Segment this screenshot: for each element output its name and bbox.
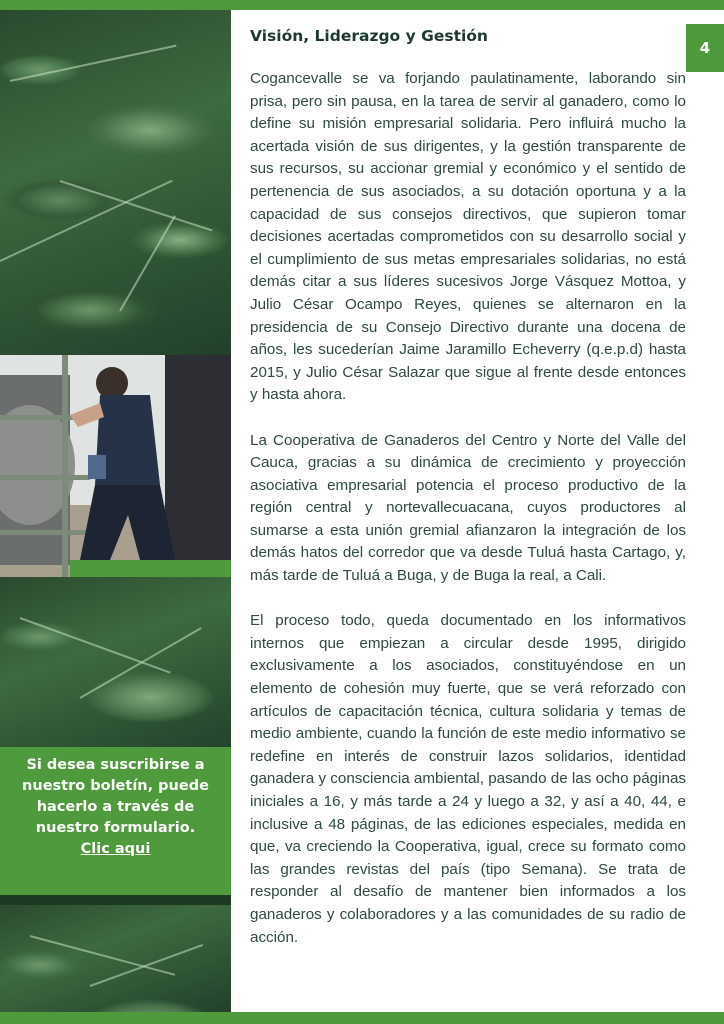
leaf-vein (20, 617, 171, 674)
leaf-vein (0, 180, 173, 262)
leaves-image-middle (0, 577, 231, 757)
leaves-image-top (0, 10, 231, 355)
article-title: Visión, Liderazgo y Gestión (250, 27, 488, 45)
bottom-accent-bar (0, 1012, 724, 1024)
leaf-vein (60, 180, 213, 231)
top-accent-bar (0, 0, 724, 10)
article-paragraph: El proceso todo, queda documentado en los informativos internos que empiezan a circular desde 1995, dirigido exclusivamente a los asociados, constituyéndose en un elemento de cohesión muy fuerte, que se verá reforzado con artículos de capacitación técnica, cultura solidaria y temas de medio ambiente, cuando la función de este medio informativo se redefine en interés de construir lazos solidarios, identidad ganadera y consciencia ambiental, pasando de las ocho páginas iniciales a 16, y más tarde a 24 y luego a 32, y así a 40, 44, e inclusive a 48 páginas, de las ediciones especiales, medida en que, va creciendo la Cooperativa, igual, crece su formato como las grandes revistas del país (tipo Semana). Se trata de responder al desafío de mantener bien informados a los ganaderos y colaboradores y a las comunidades de su radio de acción. (250, 612, 686, 946)
article-paragraph: Cogancevalle se va forjando paulatinamente, laborando sin prisa, pero sin pausa, en la tarea de servir al ganadero, como lo define su misión empresarial solidaria. Pero influirá mucho la acertada visión de sus dirigentes, y la gestión transparente de sus recursos, su accionar gremial y económico y el sentido de pertenencia de sus asociados, a su dotación oportuna y a la capacidad de sus consejos directivos, que supieron tomar decisiones acertadas comprometidos con su desarrollo social y el cumplimiento de sus metas empresariales solidarias, no está demás citar a sus líderes sucesivos Jorge Vásquez Mottoa, y Julio César Ocampo Reyes, quienes se alternaron en la presidencia de su Consejo Directivo durante una docena de años, les sucederían Jaime Jaramillo Echeverry (q.e.p.d) hasta 2015, y Julio César Salazar que sigue al frente desde entonces y hasta ahora. (250, 70, 686, 404)
subscribe-text: Si desea suscribirse a nuestro boletín, puede hacerlo a través de nuestro formulario. (22, 757, 209, 836)
page-number-badge: 4 (686, 24, 724, 72)
sidebar-image-column (0, 10, 231, 1012)
leaf-vein (80, 627, 202, 699)
article-paragraph: La Cooperativa de Ganaderos del Centro y Norte del Valle del Cauca, gracias a su dinámica de crecimiento y proyección asociativa empresarial potencia el proceso productivo de la región central y nortevallecuacana, cuyos productores al sumarse a esta unión gremial afianzaron la integración de los demás hatos del corredor que va desde Tuluá hasta Cartago, y, más tarde de Tuluá a Buga, y de Buga la real, a Cali. (250, 431, 686, 585)
subscribe-link[interactable]: Clic aqui (80, 841, 151, 857)
veterinarian-photo-illustration (0, 355, 231, 577)
leaves-image-bottom (0, 905, 231, 1012)
leaf-vein (30, 935, 175, 976)
leaf-vein (119, 215, 176, 311)
article-content (250, 26, 686, 972)
newsletter-subscribe-box (0, 747, 231, 895)
leaf-vein (90, 944, 203, 987)
veterinarian-cattle-photo (0, 355, 231, 577)
leaf-vein (10, 45, 177, 82)
